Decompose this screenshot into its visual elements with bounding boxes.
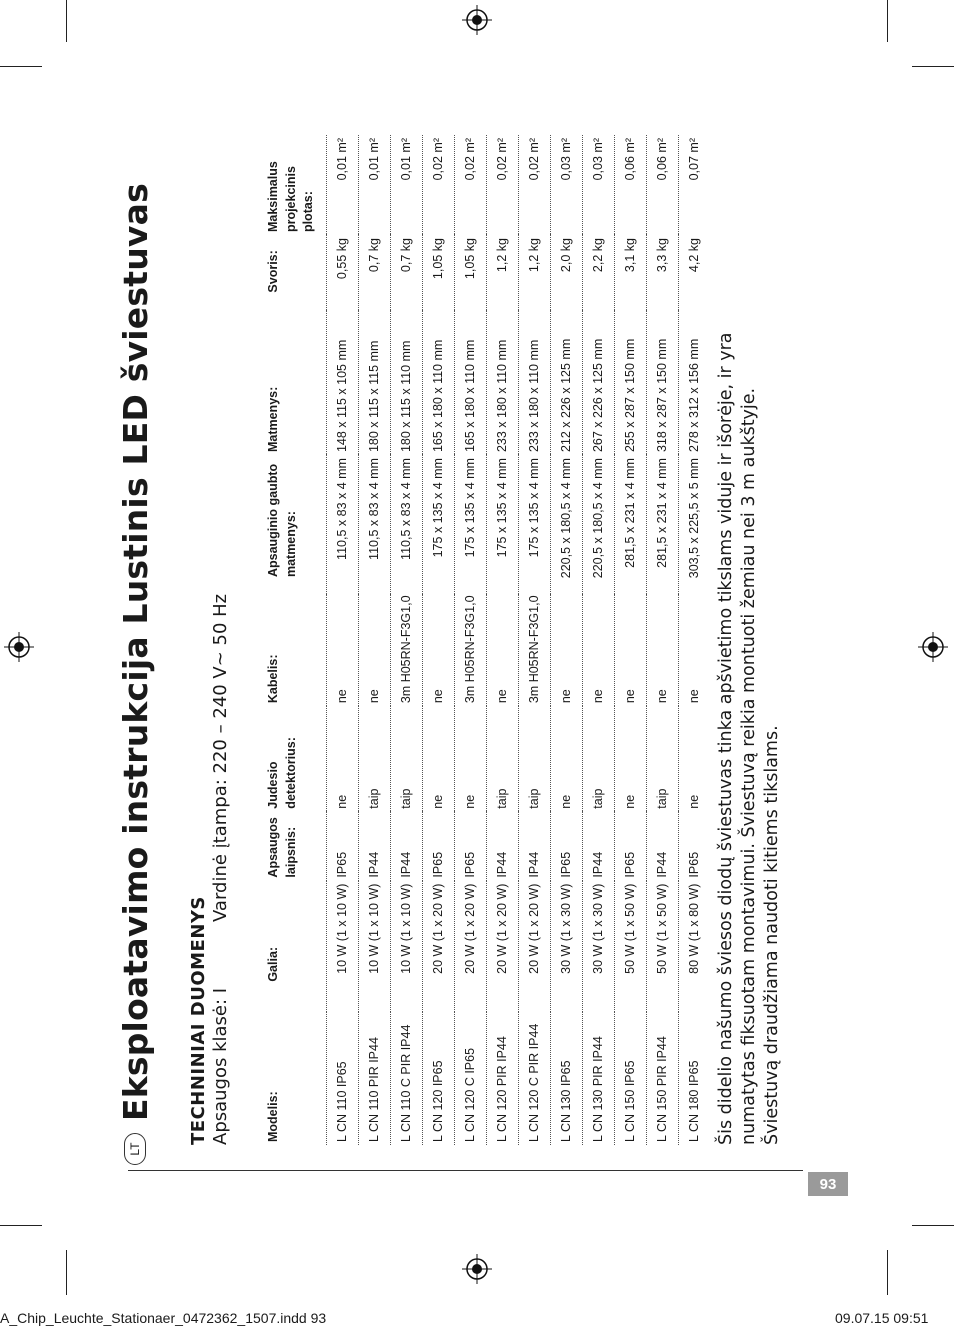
table-row — [454, 135, 486, 1145]
page-title: Eksploatavimo instrukcija Lustinis LED šviestuvas — [115, 183, 155, 1121]
cell-area: 0,01 m² — [390, 135, 422, 235]
cell-motion: ne — [454, 706, 486, 812]
col-header-protection: Apsaugos laipsnis: — [266, 817, 298, 878]
cell-housing: 175 x 135 x 4 mm — [454, 455, 486, 595]
table-row — [486, 135, 518, 1145]
cell-cable: ne — [614, 595, 646, 706]
cell-weight: 1,2 kg — [518, 235, 550, 311]
table-row — [614, 135, 646, 1145]
cell-weight: 0,55 kg — [326, 235, 358, 311]
table-header-row — [263, 135, 326, 1145]
cell-motion: ne — [678, 706, 710, 812]
col-header-dimensions: Matmenys: — [266, 386, 280, 453]
cell-dimensions: 212 x 226 x 125 mm — [550, 311, 582, 455]
crop-mark — [912, 66, 954, 67]
cell-weight: 1,2 kg — [486, 235, 518, 311]
cell-protection: IP44 — [582, 812, 614, 881]
table-row — [646, 135, 678, 1145]
cell-area: 0,02 m² — [422, 135, 454, 235]
col-header-cable: Kabelis: — [266, 654, 280, 704]
table-row — [678, 135, 710, 1145]
cell-model: L CN 130 PIR IP44 — [582, 1012, 614, 1145]
cell-dimensions: 267 x 226 x 125 mm — [582, 311, 614, 455]
cell-power: 20 W (1 x 20 W) — [422, 881, 454, 1012]
page-number: 93 — [808, 1172, 848, 1196]
crop-mark — [66, 1250, 67, 1295]
notice-line: numatytas fiksuotam montavimui. Šviestuvą reikia montuoti žemiau nei 3 m aukštyje. — [739, 387, 759, 1145]
crop-mark — [887, 0, 888, 42]
cell-area: 0,06 m² — [614, 135, 646, 235]
cell-protection: IP44 — [646, 812, 678, 881]
registration-mark-icon — [462, 5, 492, 35]
cell-power: 20 W (1 x 20 W) — [454, 881, 486, 1012]
cell-dimensions: 233 x 180 x 110 mm — [518, 311, 550, 455]
cell-power: 30 W (1 x 30 W) — [582, 881, 614, 1012]
col-header-area: Maksimalus projekcinis plotas: — [266, 161, 315, 233]
cell-housing: 281,5 x 231 x 4 mm — [614, 455, 646, 595]
cell-protection: IP65 — [326, 812, 358, 881]
table-row — [582, 135, 614, 1145]
cell-dimensions: 318 x 287 x 150 mm — [646, 311, 678, 455]
cell-protection: IP65 — [422, 812, 454, 881]
cell-protection: IP65 — [550, 812, 582, 881]
crop-mark — [912, 1225, 954, 1226]
col-header-weight: Svoris: — [266, 250, 280, 293]
cell-power: 10 W (1 x 10 W) — [358, 881, 390, 1012]
cell-cable: ne — [422, 595, 454, 706]
cell-dimensions: 180 x 115 x 115 mm — [358, 311, 390, 455]
cell-model: L CN 110 IP65 — [326, 1012, 358, 1145]
cell-protection: IP44 — [358, 812, 390, 881]
cell-housing: 110,5 x 83 x 4 mm — [326, 455, 358, 595]
registration-mark-icon — [4, 632, 34, 662]
cell-power: 10 W (1 x 10 W) — [390, 881, 422, 1012]
cell-dimensions: 233 x 180 x 110 mm — [486, 311, 518, 455]
cell-model: L CN 120 PIR IP44 — [486, 1012, 518, 1145]
notice-line: Šviestuvą draudžiama naudoti kitiems tikslams. — [762, 725, 782, 1145]
cell-area: 0,01 m² — [326, 135, 358, 235]
cell-cable: 3m H05RN-F3G1,0 — [390, 595, 422, 706]
cell-power: 20 W (1 x 20 W) — [518, 881, 550, 1012]
cell-motion: taip — [518, 706, 550, 812]
cell-area: 0,02 m² — [454, 135, 486, 235]
language-badge: LT — [124, 1133, 146, 1165]
cell-housing: 175 x 135 x 4 mm — [422, 455, 454, 595]
cell-motion: taip — [646, 706, 678, 812]
section-title: TECHNINIAI DUOMENYS — [188, 896, 209, 1145]
col-header-motion: Judesio detektorius: — [266, 737, 298, 809]
cell-protection: IP65 — [614, 812, 646, 881]
protection-class: Apsaugos klasė: I — [210, 987, 231, 1145]
col-header-power: Galia: — [266, 946, 280, 982]
footer-file-info: A_Chip_Leuchte_Stationaer_0472362_1507.indd 93 — [0, 1310, 327, 1326]
cell-dimensions: 165 x 180 x 110 mm — [422, 311, 454, 455]
table-row — [390, 135, 422, 1145]
table-row — [326, 135, 358, 1145]
cell-weight: 1,05 kg — [454, 235, 486, 311]
cell-weight: 3,1 kg — [614, 235, 646, 311]
cell-cable: ne — [550, 595, 582, 706]
cell-housing: 281,5 x 231 x 4 mm — [646, 455, 678, 595]
cell-weight: 4,2 kg — [678, 235, 710, 311]
cell-protection: IP44 — [518, 812, 550, 881]
cell-protection: IP44 — [486, 812, 518, 881]
cell-area: 0,02 m² — [518, 135, 550, 235]
cell-model: L CN 110 PIR IP44 — [358, 1012, 390, 1145]
general-specs — [210, 593, 231, 1145]
page-rule — [128, 1170, 803, 1171]
usage-notice — [715, 135, 784, 1145]
cell-cable: 3m H05RN-F3G1,0 — [454, 595, 486, 706]
cell-cable: ne — [678, 595, 710, 706]
cell-housing: 175 x 135 x 4 mm — [486, 455, 518, 595]
specs-table — [263, 135, 710, 1145]
cell-cable: ne — [646, 595, 678, 706]
cell-dimensions: 180 x 115 x 110 mm — [390, 311, 422, 455]
cell-weight: 3,3 kg — [646, 235, 678, 311]
cell-model: L CN 120 C IP65 — [454, 1012, 486, 1145]
rotated-page-content — [115, 105, 815, 1165]
table-row — [518, 135, 550, 1145]
cell-motion: ne — [550, 706, 582, 812]
notice-line: Šis didelio našumo šviesos diodų šviestuvas tinka apšvietimo tikslams viduje ir išorėje, ir yra — [716, 332, 736, 1145]
cell-dimensions: 165 x 180 x 110 mm — [454, 311, 486, 455]
cell-power: 80 W (1 x 80 W) — [678, 881, 710, 1012]
cell-housing: 220,5 x 180,5 x 4 mm — [550, 455, 582, 595]
crop-mark — [0, 66, 42, 67]
cell-motion: ne — [614, 706, 646, 812]
cell-power: 50 W (1 x 50 W) — [614, 881, 646, 1012]
cell-protection: IP65 — [678, 812, 710, 881]
cell-housing: 110,5 x 83 x 4 mm — [390, 455, 422, 595]
cell-cable: 3m H05RN-F3G1,0 — [518, 595, 550, 706]
title-row — [115, 183, 155, 1165]
cell-weight: 1,05 kg — [422, 235, 454, 311]
cell-weight: 0,7 kg — [390, 235, 422, 311]
cell-motion: taip — [486, 706, 518, 812]
cell-model: L CN 130 IP65 — [550, 1012, 582, 1145]
cell-model: L CN 180 IP65 — [678, 1012, 710, 1145]
table-row — [358, 135, 390, 1145]
cell-area: 0,06 m² — [646, 135, 678, 235]
footer-date: 09.07.15 09:51 — [835, 1310, 929, 1326]
cell-power: 10 W (1 x 10 W) — [326, 881, 358, 1012]
col-header-model: Modelis: — [266, 1091, 280, 1142]
col-header-housing: Apsauginio gaubto matmenys: — [266, 463, 298, 578]
cell-cable: ne — [486, 595, 518, 706]
cell-cable: ne — [582, 595, 614, 706]
cell-protection: IP65 — [454, 812, 486, 881]
cell-motion: taip — [358, 706, 390, 812]
cell-area: 0,01 m² — [358, 135, 390, 235]
cell-housing: 175 x 135 x 4 mm — [518, 455, 550, 595]
cell-model: L CN 110 C PIR IP44 — [390, 1012, 422, 1145]
table-row — [550, 135, 582, 1145]
cell-area: 0,02 m² — [486, 135, 518, 235]
cell-model: L CN 120 C PIR IP44 — [518, 1012, 550, 1145]
cell-power: 20 W (1 x 20 W) — [486, 881, 518, 1012]
cell-cable: ne — [326, 595, 358, 706]
registration-mark-icon — [918, 632, 948, 662]
crop-mark — [0, 1225, 42, 1226]
crop-mark — [66, 0, 67, 42]
crop-mark — [887, 1250, 888, 1295]
cell-weight: 2,2 kg — [582, 235, 614, 311]
registration-mark-icon — [462, 1254, 492, 1284]
cell-dimensions: 255 x 287 x 150 mm — [614, 311, 646, 455]
cell-model: L CN 150 PIR IP44 — [646, 1012, 678, 1145]
cell-motion: taip — [582, 706, 614, 812]
cell-cable: ne — [358, 595, 390, 706]
cell-dimensions: 148 x 115 x 105 mm — [326, 311, 358, 455]
cell-area: 0,03 m² — [582, 135, 614, 235]
cell-area: 0,03 m² — [550, 135, 582, 235]
cell-power: 30 W (1 x 30 W) — [550, 881, 582, 1012]
cell-power: 50 W (1 x 50 W) — [646, 881, 678, 1012]
table-row — [422, 135, 454, 1145]
cell-dimensions: 278 x 312 x 156 mm — [678, 311, 710, 455]
cell-area: 0,07 m² — [678, 135, 710, 235]
cell-protection: IP44 — [390, 812, 422, 881]
cell-model: L CN 150 IP65 — [614, 1012, 646, 1145]
cell-housing: 220,5 x 180,5 x 4 mm — [582, 455, 614, 595]
cell-weight: 0,7 kg — [358, 235, 390, 311]
cell-motion: taip — [390, 706, 422, 812]
cell-weight: 2,0 kg — [550, 235, 582, 311]
rated-voltage: Vardinė įtampa: 220 – 240 V~ 50 Hz — [210, 593, 231, 922]
cell-housing: 110,5 x 83 x 4 mm — [358, 455, 390, 595]
cell-housing: 303,5 x 225,5 x 5 mm — [678, 455, 710, 595]
cell-motion: ne — [326, 706, 358, 812]
cell-model: L CN 120 IP65 — [422, 1012, 454, 1145]
cell-motion: ne — [422, 706, 454, 812]
